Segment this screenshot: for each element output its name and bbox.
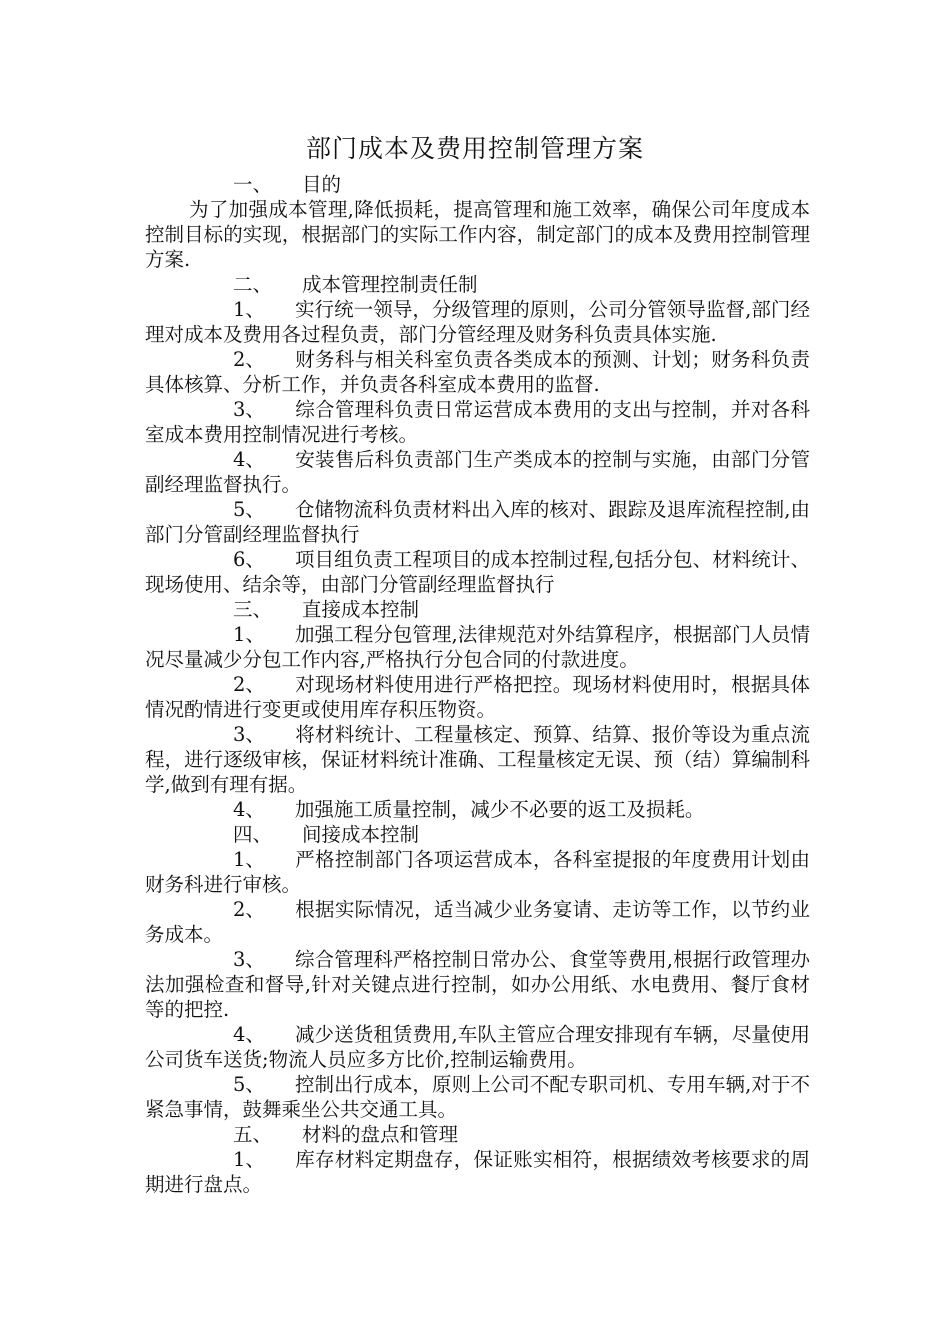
paragraph — [145, 672, 810, 722]
paragraph — [145, 847, 810, 897]
paragraph-text: 综合管理科严格控制日常办公、食堂等费用,根据行政管理办法加强检查和督导,针对关键点进行控制，如办公用纸、水电费用、餐厅食材等的把控. — [145, 948, 810, 1021]
paragraph-number: 3、 — [233, 948, 265, 971]
paragraph-text: 减少送货租赁费用,车队主管应合理安排现有车辆，尽量使用公司货车送货;物流人员应多方比价,控制运输费用。 — [145, 1023, 810, 1071]
document-title: 部门成本及费用控制管理方案 — [305, 134, 644, 163]
paragraph-number: 1、 — [233, 848, 265, 871]
paragraph-number: 4、 — [233, 448, 265, 471]
paragraph-text: 加强工程分包管理,法律规范对外结算程序，根据部门人员情况尽量减少分包工作内容,严格执行分包合同的付款进度。 — [145, 623, 810, 671]
paragraph-number: 一、 — [233, 173, 273, 196]
paragraph-number: 1、 — [233, 1148, 265, 1171]
paragraph-text: 目的 — [302, 173, 342, 196]
paragraph-text: 为了加强成本管理,降低损耗，提高管理和施工效率，确保公司年度成本控制目标的实现，根据部门的实际工作内容，制定部门的成本及费用控制管理方案. — [145, 198, 810, 271]
document-body — [145, 172, 810, 1197]
paragraph-number: 1、 — [233, 298, 265, 321]
paragraph-number: 3、 — [233, 723, 265, 746]
paragraph-text: 间接成本控制 — [302, 823, 420, 846]
paragraph — [145, 622, 810, 672]
paragraph-number: 三、 — [233, 598, 273, 621]
paragraph — [145, 547, 810, 597]
paragraph-text: 成本管理控制责任制 — [302, 273, 478, 296]
paragraph-text: 项目组负责工程项目的成本控制过程,包括分包、材料统计、现场使用、结余等，由部门分管副经理监督执行 — [145, 548, 810, 596]
paragraph — [145, 397, 810, 447]
paragraph-number: 二、 — [233, 273, 273, 296]
paragraph-number: 1、 — [233, 623, 265, 646]
paragraph-number: 2、 — [233, 348, 265, 371]
paragraph-number: 4、 — [233, 1023, 265, 1046]
paragraph-text: 材料的盘点和管理 — [302, 1123, 459, 1146]
paragraph — [145, 597, 810, 622]
paragraph — [145, 1022, 810, 1072]
paragraph-number: 4、 — [233, 798, 265, 821]
paragraph-number: 3、 — [233, 398, 265, 421]
paragraph — [145, 897, 810, 947]
paragraph-text: 仓储物流科负责材料出入库的核对、跟踪及退库流程控制,由部门分管副经理监督执行 — [145, 498, 810, 546]
paragraph — [145, 172, 810, 197]
paragraph-number: 5、 — [233, 498, 265, 521]
paragraph — [145, 272, 810, 297]
paragraph-number: 6、 — [233, 548, 265, 571]
paragraph-text: 将材料统计、工程量核定、预算、结算、报价等设为重点流程，进行逐级审核，保证材料统计准确、工程量核定无误、预（结）算编制科学,做到有理有据。 — [145, 723, 810, 796]
paragraph-text: 直接成本控制 — [302, 598, 420, 621]
paragraph — [145, 797, 810, 822]
paragraph-text: 控制出行成本，原则上公司不配专职司机、专用车辆,对于不紧急事情，鼓舞乘坐公共交通工具。 — [145, 1073, 810, 1121]
paragraph-text: 严格控制部门各项运营成本，各科室提报的年度费用计划由财务科进行审核。 — [145, 848, 810, 896]
paragraph-number: 2、 — [233, 673, 265, 696]
paragraph — [145, 822, 810, 847]
paragraph-number: 四、 — [233, 823, 273, 846]
paragraph — [145, 347, 810, 397]
paragraph-text: 实行统一领导，分级管理的原则，公司分管领导监督,部门经理对成本及费用各过程负责，部门分管经理及财务科负责具体实施. — [145, 298, 810, 346]
paragraph — [145, 497, 810, 547]
paragraph-number: 2、 — [233, 898, 265, 921]
paragraph-text: 安装售后科负责部门生产类成本的控制与实施，由部门分管副经理监督执行。 — [145, 448, 810, 496]
paragraph — [145, 722, 810, 797]
paragraph — [145, 1122, 810, 1147]
paragraph — [145, 1072, 810, 1122]
paragraph-text: 库存材料定期盘存，保证账实相符，根据绩效考核要求的周期进行盘点。 — [145, 1148, 810, 1196]
paragraph-text: 对现场材料使用进行严格把控。现场材料使用时，根据具体情况酌情进行变更或使用库存积压物资。 — [145, 673, 810, 721]
paragraph — [145, 447, 810, 497]
paragraph-text: 综合管理科负责日常运营成本费用的支出与控制，并对各科室成本费用控制情况进行考核。 — [145, 398, 810, 446]
paragraph-number: 五、 — [233, 1123, 273, 1146]
paragraph — [145, 947, 810, 1022]
paragraph — [145, 297, 810, 347]
paragraph-text: 加强施工质量控制，减少不必要的返工及损耗。 — [294, 798, 705, 821]
paragraph — [145, 197, 810, 272]
paragraph — [145, 1147, 810, 1197]
paragraph-text: 财务科与相关科室负责各类成本的预测、计划；财务科负责具体核算、分析工作，并负责各科室成本费用的监督. — [145, 348, 810, 396]
paragraph-number: 5、 — [233, 1073, 265, 1096]
paragraph-text: 根据实际情况，适当减少业务宴请、走访等工作，以节约业务成本。 — [145, 898, 810, 946]
